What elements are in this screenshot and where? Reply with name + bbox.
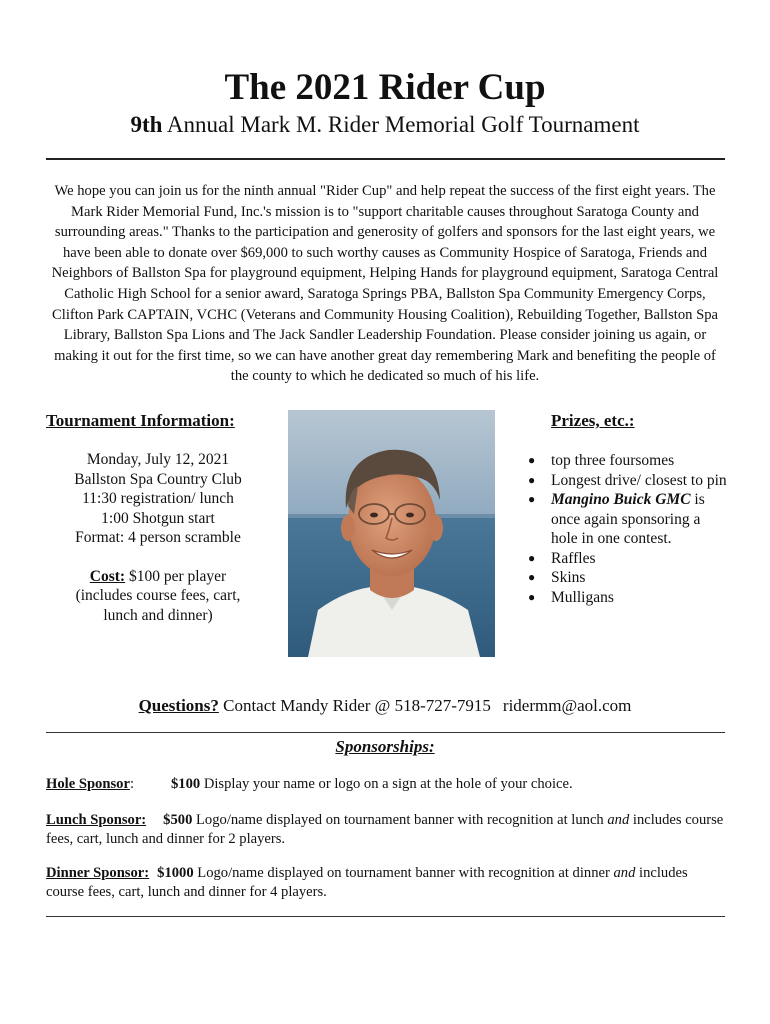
bullet-icon: ● xyxy=(528,589,536,604)
questions-label: Questions? xyxy=(138,696,219,715)
hole-sponsor-amount: $100 xyxy=(171,776,201,792)
tournament-info-heading: Tournament Information: xyxy=(46,411,235,430)
bullet-icon: ● xyxy=(528,570,536,584)
page-title: The 2021 Rider Cup xyxy=(224,67,546,108)
page-subtitle xyxy=(0,111,770,139)
cost-note-1: (includes course fees, cart, xyxy=(75,587,241,604)
cost-line xyxy=(40,567,276,587)
subtitle-ordinal: 9th xyxy=(130,112,163,137)
subtitle-text: Annual Mark M. Rider Memorial Golf Tournament xyxy=(162,112,640,137)
intro-paragraph: We hope you can join us for the ninth annual "Rider Cup" and help repeat the success of the first eight years. The Mark Rider Memorial Fund, Inc.'s mission is to "support charitable causes throughout Saratoga County and surrounding areas." Thanks to the participation and generosity of golfers and sponsors for the last eight years, we have been able to donate over $69,000 to such worthy causes as Community Hospice of Saratoga, Friends and Neighbors of Ballston Spa for playground equipment, Helping Hands for playground equipment, Saratoga Central Catholic High School for a senior award, Saratoga Springs PBA, Ballston Spa Community Emergency Corps, Clifton Park CAPTAIN, VCHC (Veterans and Community Housing Coalition), Rebuilding Together, Ballston Spa Library, Ballston Spa Lions and The Jack Sandler Leadership Foundation. Please consider joining us again, or making it out for the first time, so we can have another great day remembering Mark and benefiting the people of the county to which he dedicated so much of his life. xyxy=(51,183,719,385)
footer-divider xyxy=(46,916,725,917)
prizes-heading: Prizes, etc.: xyxy=(551,411,635,430)
tournament-info-block xyxy=(40,450,276,625)
sponsorships-heading: Sponsorships: xyxy=(335,737,435,756)
event-registration: 11:30 registration/ lunch xyxy=(82,490,234,507)
contact-line xyxy=(0,696,770,716)
lunch-sponsor-label: Lunch Sponsor: xyxy=(46,812,147,828)
header-divider xyxy=(46,158,725,160)
bullet-icon: ● xyxy=(528,550,536,565)
bullet-icon: ● xyxy=(528,472,536,487)
event-date: Monday, July 12, 2021 xyxy=(86,451,230,468)
cost-label: Cost: xyxy=(89,567,126,585)
event-format: Format: 4 person scramble xyxy=(75,529,241,546)
hole-sponsor-label: Hole Sponsor xyxy=(46,776,130,792)
portrait-photo xyxy=(288,410,495,657)
bullet-icon: ● xyxy=(528,453,536,467)
cost-value: $100 per player xyxy=(125,567,227,585)
lunch-sponsor-amount: $500 xyxy=(163,812,193,828)
event-start: 1:00 Shotgun start xyxy=(101,509,215,527)
contact-text: Contact Mandy Rider @ 518-727-7915 xyxy=(218,696,491,715)
dinner-sponsor-row: Dinner Sponsor: $1000 Logo/name displayed on tournament banner with recognition at dinner and includes course fees, cart, lunch and dinner for 4 players. xyxy=(46,865,688,900)
list-item: ● Longest drive/ closest to pin xyxy=(528,471,727,489)
dinner-sponsor-amount: $1000 xyxy=(157,865,194,881)
cost-note-2: lunch and dinner) xyxy=(103,606,213,624)
list-item: ● Raffles xyxy=(528,549,596,567)
sponsorship-divider xyxy=(46,732,725,733)
event-venue: Ballston Spa Country Club xyxy=(74,470,242,488)
hole-sponsor-row: Hole Sponsor: $100 Display your name or logo on a sign at the hole of your choice. xyxy=(46,776,573,792)
bullet-icon: ● xyxy=(528,492,536,506)
lunch-sponsor-row: Lunch Sponsor: $500 Logo/name displayed on tournament banner with recognition at lunch and includes course fees, cart, lunch and dinner for 2 players. xyxy=(46,812,724,847)
list-item: ● top three foursomes xyxy=(528,452,675,469)
list-item: ● Mulligans xyxy=(528,588,614,606)
list-item: ● Skins xyxy=(528,569,586,586)
prizes-list xyxy=(528,451,728,607)
dinner-sponsor-label: Dinner Sponsor: xyxy=(46,865,150,881)
hole-in-one-sponsor: Mangino Buick GMC xyxy=(551,491,691,508)
hole-sponsor-text: Display your name or logo on a sign at the hole of your choice. xyxy=(200,776,573,792)
contact-email[interactable]: ridermm@aol.com xyxy=(502,696,632,715)
list-item: ● Mangino Buick GMC is once again sponsoring a hole in one contest. xyxy=(528,491,705,547)
